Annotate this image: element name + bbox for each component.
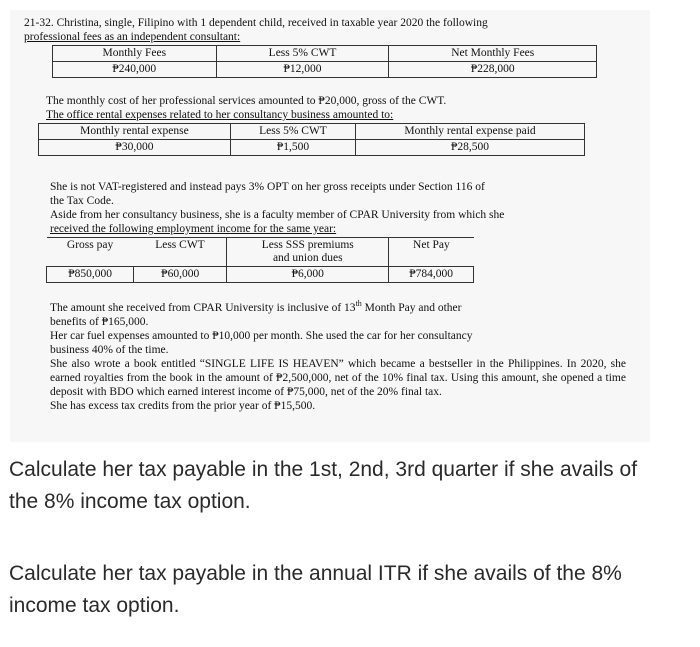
employment-line-1: Aside from her consultancy business, she is a faculty member of CPAR University from which she	[50, 209, 505, 221]
opt-line-1: She is not VAT-registered and instead pays 3% OPT on her gross receipts under Section 116 of	[50, 181, 485, 193]
intro-line-1: 21-32. Christina, single, Filipino with 1 dependent child, received in taxable year 2020 the following	[24, 17, 488, 29]
rental-header-cwt: Less 5% CWT	[230, 124, 355, 140]
question-quarterly: Calculate her tax payable in the 1st, 2nd, 3rd quarter if she avails of the 8% income tax option.	[9, 458, 638, 513]
rental-value-paid: ₱28,500	[356, 140, 585, 156]
cpar-line-2: benefits of ₱165,000.	[50, 316, 149, 328]
fees-value-cwt: ₱12,000	[216, 62, 389, 78]
emp-value-cwt: ₱60,000	[134, 267, 227, 283]
rental-intro-text: The office rental expenses related to her consultancy business amounted to:	[46, 109, 394, 121]
fees-value-monthly: ₱240,000	[53, 62, 217, 78]
fees-header-monthly: Monthly Fees	[53, 46, 217, 62]
emp-header-sss	[227, 238, 389, 267]
book-text: She also wrote a book entitled “SINGLE LIFE IS HEAVEN” which became a bestseller in the Philippines. In 2020, she earned royalties from the book in the amount of ₱2,500,000, net of the 10% final tax. Using this amount, she opened a time deposit with BDO which earned interest income of ₱75,000, net of the 20% final tax.	[50, 358, 626, 398]
rental-header-paid: Monthly rental expense paid	[356, 124, 585, 140]
details-paragraph	[24, 301, 640, 413]
rental-value-cwt: ₱1,500	[230, 140, 355, 156]
problem-document	[10, 10, 650, 442]
emp-value-sss: ₱6,000	[227, 267, 389, 283]
opt-line-2: the Tax Code.	[50, 195, 114, 207]
emp-header-gross: Gross pay	[47, 238, 134, 267]
employment-line-2: received the following employment income for the same year:	[50, 223, 337, 235]
rental-header-expense: Monthly rental expense	[39, 124, 231, 140]
employment-table	[46, 237, 474, 283]
fees-value-net: ₱228,000	[389, 62, 597, 78]
cpar-line-1: The amount she received from CPAR University is inclusive of 13th Month Pay and other	[50, 299, 462, 314]
emp-header-sss-line1: Less SSS premiums	[261, 239, 354, 251]
emp-header-net: Net Pay	[389, 238, 474, 267]
emp-value-gross: ₱850,000	[47, 267, 134, 283]
opt-paragraph	[24, 180, 640, 236]
emp-header-cwt: Less CWT	[134, 238, 227, 267]
fees-header-cwt: Less 5% CWT	[216, 46, 389, 62]
fees-header-net: Net Monthly Fees	[389, 46, 597, 62]
excess-credit-text: She has excess tax credits from the prior year of ₱15,500.	[50, 400, 316, 412]
question-annual: Calculate her tax payable in the annual ITR if she avails of the 8% income tax option.	[9, 562, 622, 617]
intro-line-2: professional fees as an independent consultant:	[24, 31, 241, 43]
fees-table	[52, 45, 597, 78]
car-line-1: Her car fuel expenses amounted to ₱10,000 per month. She used the car for her consultancy	[50, 330, 473, 342]
rental-value-expense: ₱30,000	[39, 140, 231, 156]
emp-value-net: ₱784,000	[389, 267, 474, 283]
rental-table	[38, 123, 585, 156]
car-line-2: business 40% of the time.	[50, 344, 169, 356]
emp-header-sss-line2: and union dues	[272, 252, 343, 264]
monthly-cost-text: The monthly cost of her professional services amounted to ₱20,000, gross of the CWT.	[46, 95, 447, 107]
